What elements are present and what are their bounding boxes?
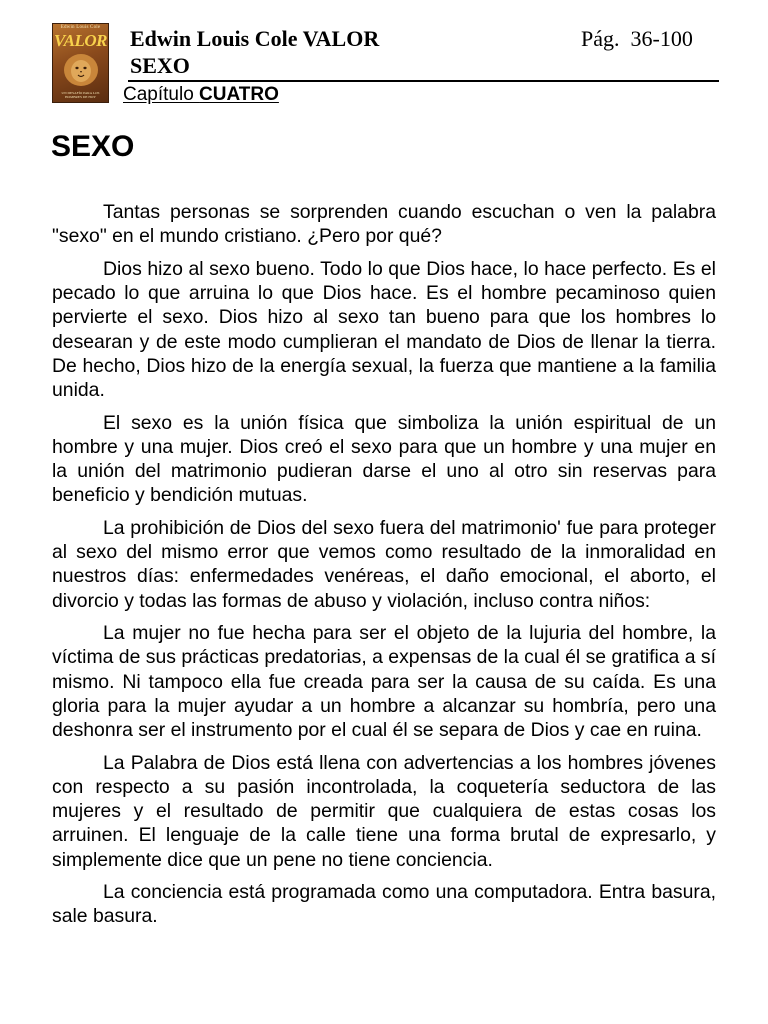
header-book-title: Edwin Louis Cole VALOR [130,26,380,51]
chapter-word: Capítulo [123,84,200,105]
section-heading: SEXO [51,130,135,163]
lion-icon [61,52,101,88]
paragraph: La Palabra de Dios está llena con advertencias a los hombres jóvenes con respecto a su pasión incontrolada, la coquetería seductora de las mujeres y el resultado de permitir que cualquiera de estas cosas los arruinen. El lenguaje de la calle tiene una forma brutal de expresarlo, y simplemente dice que un pene no tiene conciencia. [52,751,716,871]
paragraph: La conciencia está programada como una computadora. Entra basura, sale basura. [52,881,716,928]
chapter-number: CUATRO [199,84,279,105]
cover-author: Edwin Louis Cole [60,25,101,30]
header-title [130,25,379,79]
paragraph: Tantas personas se sorprenden cuando escuchan o ven la palabra "sexo" en el mundo cristiano. ¿Pero por qué? [52,201,716,248]
cover-subtitle: UN DESAFÍO PARA LOS HOMBRES DE HOY [61,91,100,99]
paragraph: La prohibición de Dios del sexo fuera del matrimonio' fue para proteger al sexo del mismo error que vemos como resultado de la inmoralidad en nuestros días: enfermedades venéreas, el daño emocional, el aborto, el divorcio y todas las formas de abuso y violación, incluso contra niños: [52,516,716,612]
page-number: Pág. 36-100 [581,26,693,51]
chapter-label [123,84,279,106]
body-text [52,200,716,937]
paragraph: Dios hizo al sexo bueno. Todo lo que Dios hace, lo hace perfecto. Es el pecado lo que arruina lo que Dios hace. Es el hombre pecaminoso quien pervierte el sexo. Dios hizo al sexo tan bueno para que los hombres lo desearan y de este modo cumplieran el mandato de Dios de llenar la tierra. De hecho, Dios hizo de la energía sexual, la fuerza que mantiene a la familia unida. [52,257,716,401]
book-cover-image [52,23,109,103]
header-section-title: SEXO [130,53,190,78]
paragraph: La mujer no fue hecha para ser el objeto de la lujuria del hombre, la víctima de sus prácticas predatorias, a expensas de la cual él se gratifica a sí mismo. Ni tampoco ella fue creada para ser la causa de su caída. Es una gloria para la mujer ayudar a un hombre a alcanzar su hombría, pero una deshonra ser el instrumento por el cual él se separa de Dios y cae en ruina. [52,622,716,742]
cover-title: VALOR [54,31,107,50]
header-divider [128,80,719,82]
paragraph: El sexo es la unión física que simboliza la unión espiritual de un hombre y una mujer. Dios creó el sexo para que un hombre y una mujer en la unión del matrimonio pudieran darse el uno al otro sin reservas para beneficio y bendición mutuas. [52,411,716,507]
